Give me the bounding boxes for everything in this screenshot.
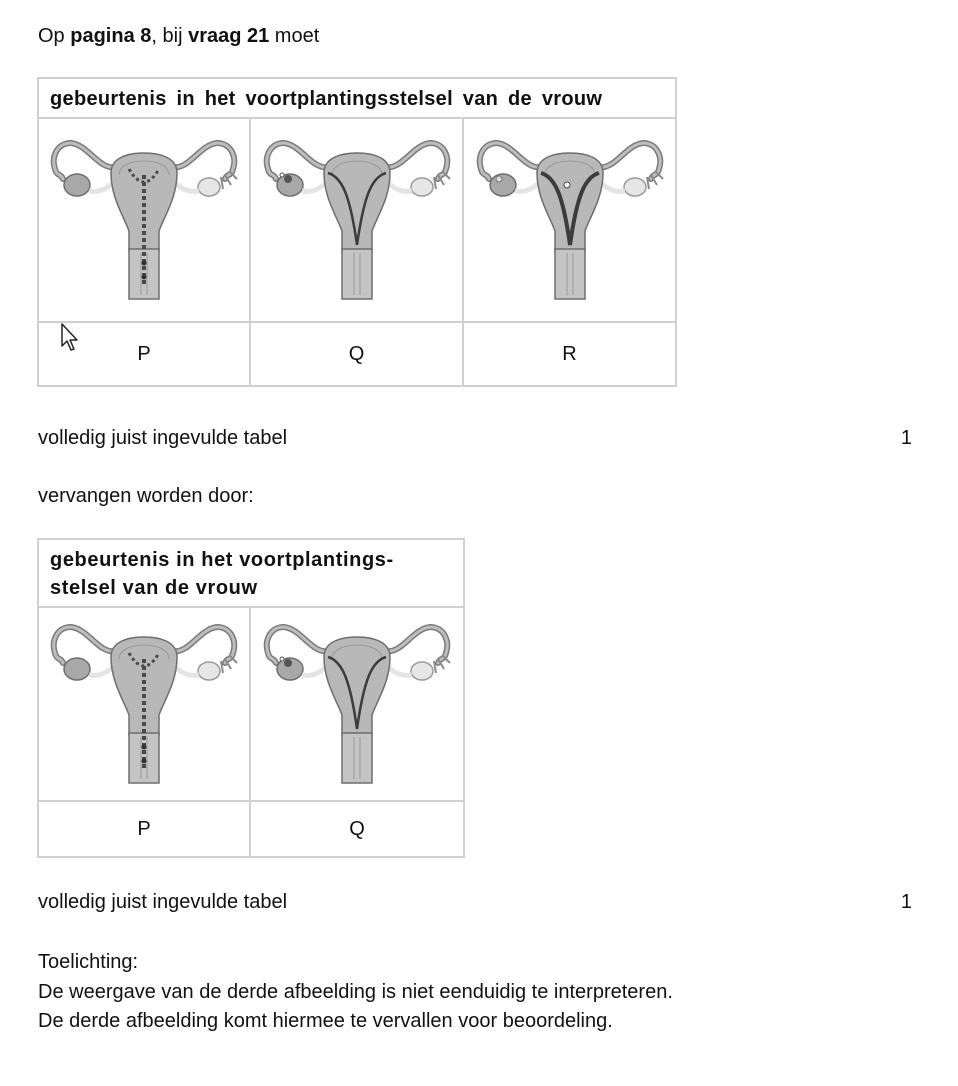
table-label-q: Q — [250, 801, 464, 857]
explanation-block — [38, 948, 673, 1037]
criterion-1-points: 1 — [900, 427, 912, 449]
criterion-2-points: 1 — [900, 891, 912, 913]
explanation-line-1: De weergave van de derde afbeelding is niet eenduidig te interpreteren. — [38, 980, 673, 1003]
table-header — [38, 539, 464, 607]
table-label-q: Q — [250, 322, 463, 386]
explanation-heading: Toelichting: — [38, 951, 139, 973]
mouse-cursor-icon — [60, 322, 82, 352]
intro-page-ref: pagina 8 — [70, 25, 152, 47]
intro-text — [38, 24, 319, 48]
intro-question-ref: vraag 21 — [188, 25, 270, 47]
table-label-p: P — [38, 322, 250, 386]
uterus-illustration-q — [250, 118, 463, 322]
replace-text: vervangen worden door: — [38, 485, 254, 507]
original-table — [37, 77, 677, 387]
table-header-line-2: stelsel van de vrouw — [50, 577, 258, 599]
table-header-line-1: gebeurtenis in het voortplantings- — [50, 549, 394, 571]
table-label-r: R — [463, 322, 676, 386]
intro-prefix: Op — [38, 25, 71, 47]
explanation-line-2: De derde afbeelding komt hiermee te vervallen voor beoordeling. — [38, 1010, 613, 1032]
uterus-illustration-q — [250, 607, 464, 801]
table-label-p: P — [38, 801, 250, 857]
criterion-2-text: volledig juist ingevulde tabel — [38, 891, 288, 913]
intro-mid: , bij — [151, 25, 189, 47]
table-header: gebeurtenis in het voortplantingsstelsel van de vrouw — [38, 78, 676, 118]
uterus-illustration-p — [38, 607, 250, 801]
uterus-illustration-r — [463, 118, 676, 322]
replacement-table — [37, 538, 465, 858]
uterus-illustration-p — [38, 118, 250, 322]
criterion-1-text: volledig juist ingevulde tabel — [38, 427, 288, 449]
intro-suffix: moet — [269, 25, 320, 47]
